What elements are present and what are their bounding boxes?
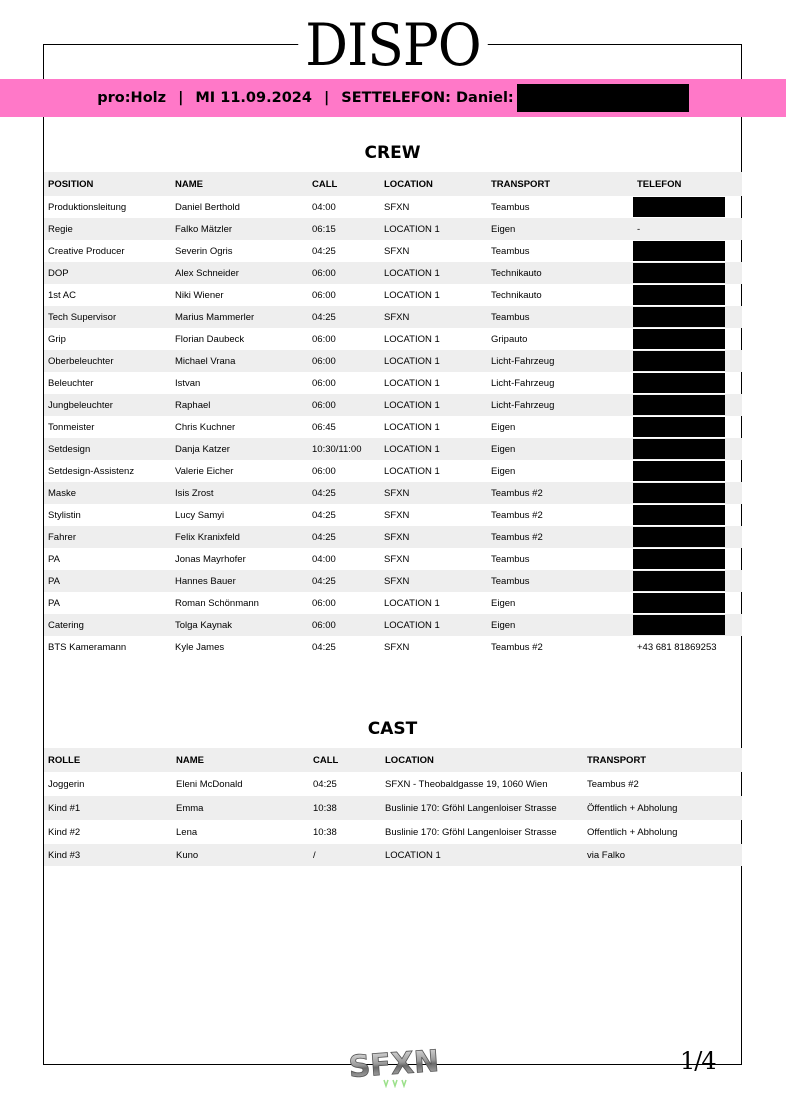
cast-column-header: CALL: [313, 754, 339, 766]
crew-location-cell: SFXN: [384, 487, 410, 499]
redacted-phone: [633, 285, 725, 305]
redacted-phone: [633, 483, 725, 503]
crew-position-cell: DOP: [48, 267, 69, 279]
crew-position-cell: Beleuchter: [48, 377, 94, 389]
table-row: [44, 306, 742, 328]
crew-position-cell: Produktionsleitung: [48, 201, 127, 213]
cast-title: CAST: [367, 719, 418, 739]
crew-telefon-cell: [633, 284, 742, 306]
crew-telefon-cell: [633, 526, 742, 548]
crew-position-cell: Oberbeleuchter: [48, 355, 114, 367]
phone-number: -: [637, 223, 641, 235]
crew-column-header: NAME: [175, 178, 203, 190]
crew-telefon-cell: [633, 372, 742, 394]
crew-position-cell: Regie: [48, 223, 73, 235]
crew-name-cell: Tolga Kaynak: [175, 619, 233, 631]
crew-transport-cell: Technikauto: [491, 289, 542, 301]
redacted-phone: [633, 527, 725, 547]
redacted-phone: [633, 351, 725, 371]
crew-location-cell: SFXN: [384, 201, 410, 213]
project-name: pro:Holz: [97, 90, 167, 106]
redacted-phone: [633, 571, 725, 591]
redacted-phone: [633, 439, 725, 459]
crew-call-cell: 06:00: [312, 267, 336, 279]
crew-telefon-cell: [633, 328, 742, 350]
redacted-phone: [633, 329, 725, 349]
cast-call-cell: /: [313, 849, 316, 861]
redacted-phone: [633, 373, 725, 393]
table-row: [44, 460, 742, 482]
crew-name-cell: Marius Mammerler: [175, 311, 255, 323]
crew-name-cell: Hannes Bauer: [175, 575, 236, 587]
crew-name-cell: Chris Kuchner: [175, 421, 236, 433]
crew-transport-cell: Gripauto: [491, 333, 528, 345]
crew-location-cell: LOCATION 1: [384, 377, 440, 389]
crew-position-cell: Setdesign: [48, 443, 91, 455]
crew-name-cell: Falko Mätzler: [175, 223, 233, 235]
crew-name-cell: Istvan: [175, 377, 201, 389]
cast-rolle-cell: Kind #1: [48, 802, 81, 814]
crew-location-cell: LOCATION 1: [384, 355, 440, 367]
crew-position-cell: Creative Producer: [48, 245, 125, 257]
cast-transport-cell: Öffentlich + Abholung: [587, 802, 678, 814]
crew-telefon-cell: [633, 504, 742, 526]
crew-location-cell: SFXN: [384, 641, 410, 653]
redacted-phone: [633, 197, 725, 217]
table-row: [44, 416, 742, 438]
crew-call-cell: 06:15: [312, 223, 336, 235]
cast-rolle-cell: Kind #3: [48, 849, 81, 861]
crew-transport-cell: Teambus: [491, 553, 530, 565]
table-row: [44, 548, 742, 570]
redacted-phone: [633, 307, 725, 327]
crew-telefon-cell: [633, 394, 742, 416]
crew-transport-cell: Teambus: [491, 245, 530, 257]
crew-call-cell: 04:25: [312, 487, 336, 499]
cast-name-cell: Lena: [176, 826, 198, 838]
crew-name-cell: Florian Daubeck: [175, 333, 245, 345]
cast-name-cell: Emma: [176, 802, 204, 814]
crew-position-cell: Tonmeister: [48, 421, 95, 433]
crew-name-cell: Roman Schönmann: [175, 597, 259, 609]
crew-call-cell: 06:00: [312, 619, 336, 631]
table-row: [44, 438, 742, 460]
crew-location-cell: LOCATION 1: [384, 399, 440, 411]
cast-name-cell: Eleni McDonald: [176, 778, 243, 790]
crew-call-cell: 10:30/11:00: [312, 443, 362, 455]
table-row: [44, 482, 742, 504]
cast-call-cell: 10:38: [313, 826, 337, 838]
redacted-phone: [633, 417, 725, 437]
crew-call-cell: 06:00: [312, 399, 336, 411]
crew-name-cell: Valerie Eicher: [175, 465, 234, 477]
crew-location-cell: LOCATION 1: [384, 443, 440, 455]
crew-name-cell: Danja Katzer: [175, 443, 230, 455]
crew-telefon-cell: [633, 482, 742, 504]
crew-transport-cell: Technikauto: [491, 267, 542, 279]
crew-location-cell: LOCATION 1: [384, 597, 440, 609]
cast-column-header: NAME: [176, 754, 204, 766]
cast-rolle-cell: Joggerin: [48, 778, 85, 790]
redacted-phone: [633, 549, 725, 569]
cast-transport-cell: Offentlich + Abholung: [587, 826, 678, 838]
cast-column-header: TRANSPORT: [587, 754, 647, 766]
table-row: [44, 570, 742, 592]
crew-name-cell: Niki Wiener: [175, 289, 224, 301]
crew-transport-cell: Teambus: [491, 575, 530, 587]
crew-telefon-cell: [633, 262, 742, 284]
crew-position-cell: Catering: [48, 619, 84, 631]
crew-name-cell: Lucy Samyi: [175, 509, 225, 521]
crew-telefon-cell: [633, 240, 742, 262]
page-number: 1/4: [680, 1047, 716, 1075]
table-row: [44, 218, 742, 240]
table-row: [44, 796, 742, 820]
cast-transport-cell: Teambus #2: [587, 778, 639, 790]
crew-transport-cell: Eigen: [491, 597, 516, 609]
crew-telefon-cell: [633, 218, 742, 240]
crew-location-cell: SFXN: [384, 553, 410, 565]
redacted-phone: [633, 241, 725, 261]
crew-transport-cell: Teambus #2: [491, 487, 543, 499]
table-row: [44, 284, 742, 306]
crew-location-cell: SFXN: [384, 311, 410, 323]
crew-location-cell: SFXN: [384, 509, 410, 521]
crew-transport-cell: Eigen: [491, 443, 516, 455]
crew-transport-cell: Teambus #2: [491, 531, 543, 543]
crew-call-cell: 04:25: [312, 641, 336, 653]
crew-location-cell: LOCATION 1: [384, 421, 440, 433]
crew-name-cell: Alex Schneider: [175, 267, 239, 279]
table-row: [44, 328, 742, 350]
cast-name-cell: Kuno: [176, 849, 199, 861]
redacted-phone: [517, 84, 689, 112]
redacted-phone: [633, 593, 725, 613]
crew-title: CREW: [364, 143, 421, 163]
crew-call-cell: 04:25: [312, 509, 336, 521]
table-row: [44, 196, 742, 218]
crew-name-cell: Jonas Mayrhofer: [175, 553, 246, 565]
cast-location-cell: Buslinie 170: Gföhl Langenloiser Strasse: [385, 826, 557, 838]
redacted-phone: [633, 395, 725, 415]
document-title: DISPO: [31, 12, 754, 78]
crew-position-cell: 1st AC: [48, 289, 76, 301]
crew-transport-cell: Eigen: [491, 619, 516, 631]
crew-call-cell: 06:00: [312, 289, 336, 301]
table-row: [44, 262, 742, 284]
crew-position-cell: PA: [48, 553, 60, 565]
table-row: [44, 240, 742, 262]
crew-call-cell: 04:00: [312, 201, 336, 213]
crew-header-row: [44, 172, 742, 196]
table-row: [44, 372, 742, 394]
redacted-phone: [633, 461, 725, 481]
crew-location-cell: LOCATION 1: [384, 465, 440, 477]
crew-transport-cell: Eigen: [491, 421, 516, 433]
table-row: [44, 844, 742, 866]
table-row: [44, 636, 742, 658]
crew-call-cell: 04:25: [312, 531, 336, 543]
crew-telefon-cell: [633, 438, 742, 460]
crew-position-cell: BTS Kameramann: [48, 641, 127, 653]
crew-position-cell: Stylistin: [48, 509, 81, 521]
crew-call-cell: 04:25: [312, 575, 336, 587]
crew-location-cell: LOCATION 1: [384, 223, 440, 235]
crew-position-cell: Setdesign-Assistenz: [48, 465, 135, 477]
crew-location-cell: SFXN: [384, 575, 410, 587]
crew-call-cell: 06:00: [312, 465, 336, 477]
crew-position-cell: Maske: [48, 487, 76, 499]
crew-transport-cell: Teambus: [491, 311, 530, 323]
settelefon-label: SETTELEFON: Daniel:: [341, 90, 514, 106]
crew-transport-cell: Licht-Fahrzeug: [491, 399, 555, 411]
table-row: [44, 394, 742, 416]
crew-position-cell: Jungbeleuchter: [48, 399, 113, 411]
cast-call-cell: 10:38: [313, 802, 337, 814]
cast-call-cell: 04:25: [313, 778, 337, 790]
crew-telefon-cell: [633, 636, 742, 658]
redacted-phone: [633, 505, 725, 525]
crew-call-cell: 06:00: [312, 377, 336, 389]
crew-transport-cell: Teambus #2: [491, 641, 543, 653]
crew-column-header: TRANSPORT: [491, 178, 551, 190]
crew-transport-cell: Licht-Fahrzeug: [491, 377, 555, 389]
crew-transport-cell: Eigen: [491, 465, 516, 477]
separator: |: [178, 90, 184, 106]
crew-transport-cell: Licht-Fahrzeug: [491, 355, 555, 367]
shoot-date: MI 11.09.2024: [195, 90, 312, 106]
crew-telefon-cell: [633, 592, 742, 614]
crew-telefon-cell: [633, 416, 742, 438]
crew-location-cell: SFXN: [384, 531, 410, 543]
crew-name-cell: Severin Ogris: [175, 245, 233, 257]
crew-name-cell: Isis Zrost: [175, 487, 214, 499]
table-row: [44, 614, 742, 636]
crew-call-cell: 06:00: [312, 597, 336, 609]
crew-name-cell: Kyle James: [175, 641, 225, 653]
cast-column-header: ROLLE: [48, 754, 81, 766]
phone-number: +43 681 81869253: [637, 641, 717, 653]
table-row: [44, 820, 742, 844]
crew-column-header: TELEFON: [637, 178, 682, 190]
crew-call-cell: 04:00: [312, 553, 336, 565]
table-row: [44, 504, 742, 526]
crew-column-header: LOCATION: [384, 178, 433, 190]
crew-telefon-cell: [633, 196, 742, 218]
crew-position-cell: Grip: [48, 333, 66, 345]
crew-call-cell: 06:45: [312, 421, 336, 433]
crew-position-cell: Tech Supervisor: [48, 311, 117, 323]
cast-location-cell: SFXN - Theobaldgasse 19, 1060 Wien: [385, 778, 548, 790]
crew-call-cell: 04:25: [312, 311, 336, 323]
crew-transport-cell: Eigen: [491, 223, 516, 235]
crew-name-cell: Michael Vrana: [175, 355, 236, 367]
redacted-phone: [633, 263, 725, 283]
separator: |: [323, 90, 330, 106]
redacted-phone: [633, 615, 725, 635]
crew-location-cell: LOCATION 1: [384, 619, 440, 631]
crew-location-cell: LOCATION 1: [384, 333, 440, 345]
crew-location-cell: SFXN: [384, 245, 410, 257]
crew-table: [44, 172, 742, 658]
crew-telefon-cell: [633, 548, 742, 570]
crew-name-cell: Felix Kranixfeld: [175, 531, 240, 543]
crew-telefon-cell: [633, 306, 742, 328]
crew-column-header: CALL: [312, 178, 338, 190]
cast-rolle-cell: Kind #2: [48, 826, 81, 838]
header-band: [0, 79, 786, 117]
table-row: [44, 350, 742, 372]
crew-transport-cell: Teambus: [491, 201, 530, 213]
crew-position-cell: Fahrer: [48, 531, 76, 543]
crew-call-cell: 06:00: [312, 355, 336, 367]
cast-transport-cell: via Falko: [587, 849, 626, 861]
crew-transport-cell: Teambus #2: [491, 509, 543, 521]
crew-location-cell: LOCATION 1: [384, 289, 440, 301]
table-row: [44, 772, 742, 796]
crew-telefon-cell: [633, 350, 742, 372]
crew-telefon-cell: [633, 460, 742, 482]
crew-position-cell: PA: [48, 597, 60, 609]
table-row: [44, 592, 742, 614]
cast-location-cell: Buslinie 170: Gföhl Langenloiser Strasse: [385, 802, 557, 814]
crew-name-cell: Daniel Berthold: [175, 201, 240, 213]
crew-telefon-cell: [633, 570, 742, 592]
cast-header-row: [44, 748, 742, 772]
crew-column-header: POSITION: [48, 178, 94, 190]
cast-location-cell: LOCATION 1: [385, 849, 441, 861]
table-row: [44, 526, 742, 548]
svg-text:SFXN: SFXN: [348, 1043, 440, 1086]
cast-table: [44, 748, 742, 866]
crew-call-cell: 04:25: [312, 245, 336, 257]
crew-name-cell: Raphael: [175, 399, 211, 411]
crew-location-cell: LOCATION 1: [384, 267, 440, 279]
sfxn-logo: [348, 1042, 440, 1088]
crew-call-cell: 06:00: [312, 333, 336, 345]
cast-column-header: LOCATION: [385, 754, 434, 766]
crew-position-cell: PA: [48, 575, 60, 587]
crew-telefon-cell: [633, 614, 742, 636]
